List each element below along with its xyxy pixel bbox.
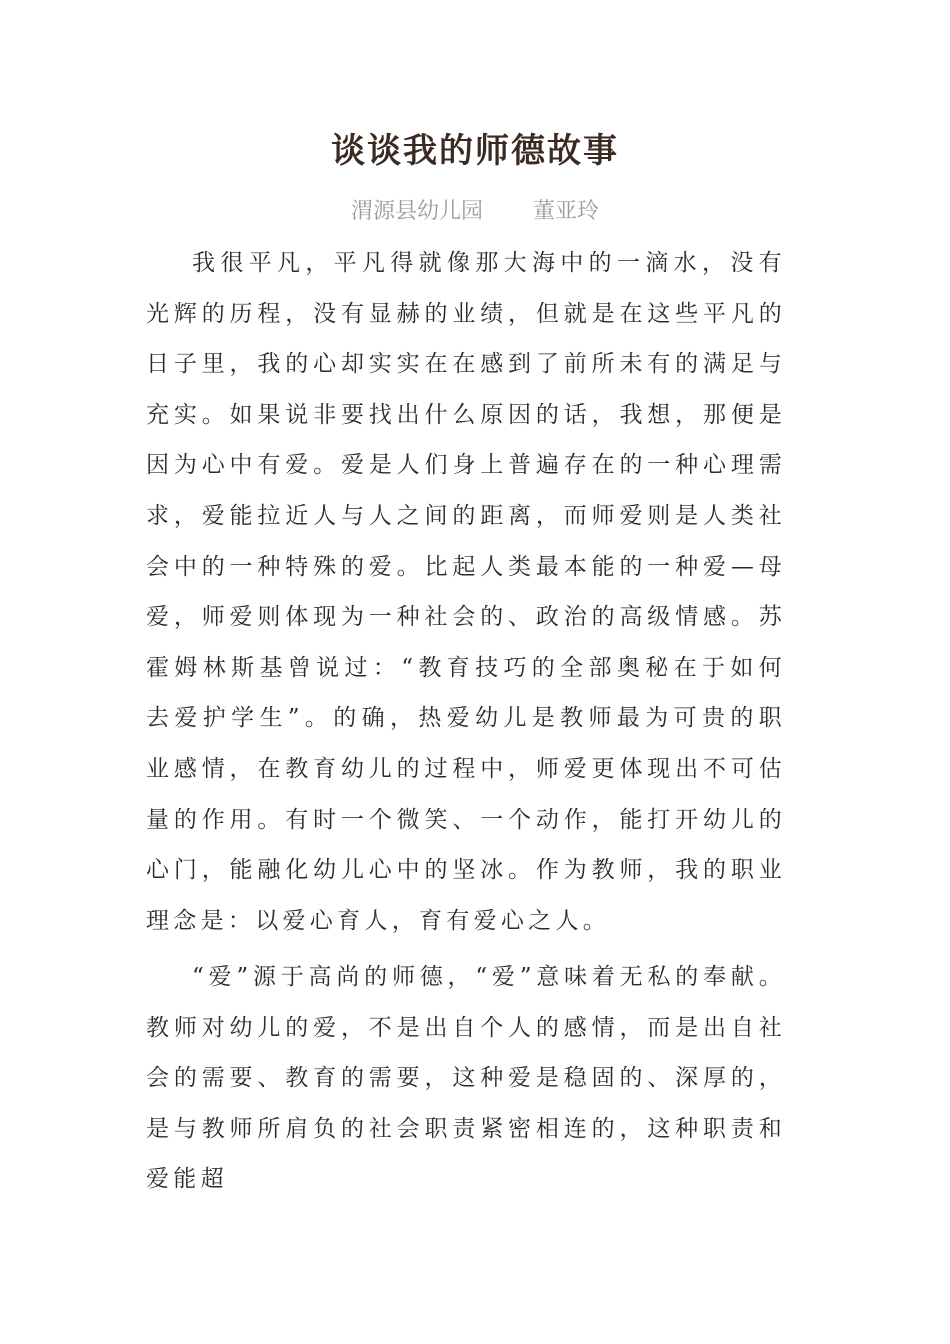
body-paragraph-2-block [146,952,786,1205]
author-organization: 渭源县幼儿园 [350,199,483,224]
body-paragraph-1-block [146,238,786,946]
body-paragraph: “爱”源于高尚的师德，“爱”意味着无私的奉献。教师对幼儿的爱，不是出自个人的感情，而是出自社会的需要、教育的需要，这种爱是稳固的、深厚的，是与教师所肩负的社会职责紧密相连的，这种职责和爱能超 [146,964,786,1193]
body-paragraph: 我很平凡，平凡得就像那大海中的一滴水，没有光辉的历程，没有显赫的业绩，但就是在这些平凡的日子里，我的心却实实在在感到了前所未有的满足与充实。如果说非要找出什么原因的话，我想，那便是因为心中有爱。爱是人们身上普遍存在的一种心理需求，爱能拉近人与人之间的距离，而师爱则是人类社会中的一种特殊的爱。比起人类最本能的一种爱—母爱，师爱则体现为一种社会的、政治的高级情感。苏霍姆林斯基曾说过：“教育技巧的全部奥秘在于如何去爱护学生”。的确，热爱幼儿是教师最为可贵的职业感情，在教育幼儿的过程中，师爱更体现出不可估量的作用。有时一个微笑、一个动作，能打开幼儿的心门，能融化幼儿心中的坚冰。作为教师，我的职业理念是：以爱心育人，育有爱心之人。 [146,250,786,934]
author-name: 董亚玲 [533,199,600,224]
document-title: 谈谈我的师德故事 [331,131,619,171]
byline [0,196,950,228]
